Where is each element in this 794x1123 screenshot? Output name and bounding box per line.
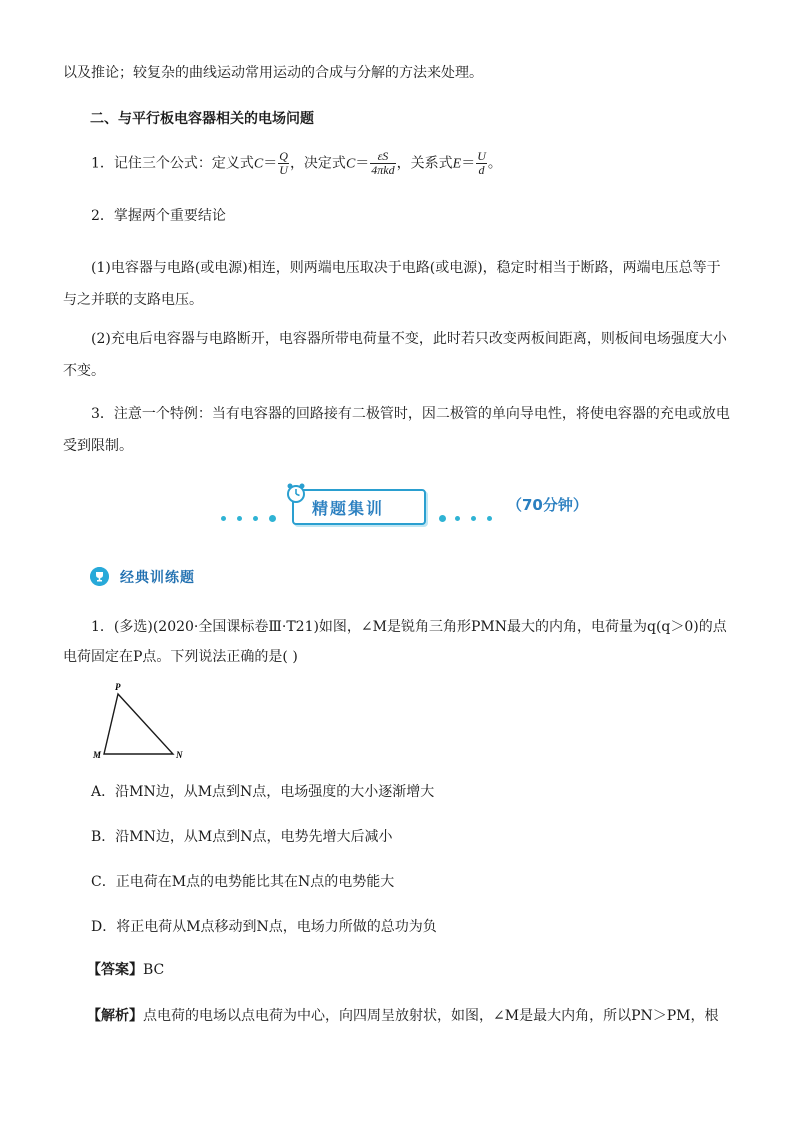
banner-dot — [439, 515, 446, 522]
banner-dot — [269, 515, 276, 522]
voltage-symbol-2: U — [477, 149, 486, 163]
voltage-symbol: U — [279, 163, 288, 177]
trophy-icon — [90, 567, 109, 586]
triangle-pmn-figure — [90, 678, 190, 768]
analysis-line — [87, 1007, 732, 1025]
relation-fraction — [476, 150, 487, 177]
alarm-clock-icon — [285, 482, 307, 504]
special-case: 3．注意一个特例：当有电容器的回路接有二极管时，因二极管的单向导电性，将使电容器的充电或放电受到限制。 — [63, 406, 730, 454]
determinant-fraction — [370, 150, 395, 177]
banner-dot — [455, 516, 460, 521]
answer-label: 【答案】 — [87, 962, 143, 978]
distance-symbol: d — [478, 163, 485, 177]
option-b: B．沿MN边，从M点到N点，电势先增大后减小 — [91, 829, 393, 845]
banner-dot — [471, 516, 476, 521]
conclusion-2: (2)充电后电容器与电路断开，电容器所带电荷量不变，此时若只改变两板间距离，则板间电场强度大小不变。 — [63, 331, 727, 379]
intro-tail-text: 以及推论；较复杂的曲线运动常用运动的合成与分解的方法来处理。 — [63, 65, 483, 81]
analysis-label: 【解析】 — [87, 1008, 143, 1024]
banner-dot — [487, 516, 492, 521]
capacitance-symbol-2: C — [345, 156, 356, 172]
formula-end: 。 — [487, 155, 502, 172]
field-symbol: E — [452, 156, 462, 172]
vertex-p-label: P — [115, 682, 121, 692]
option-a: A．沿MN边，从M点到N点，电场强度的大小逐渐增大 — [91, 784, 435, 800]
charge-symbol: Q — [279, 149, 288, 163]
conclusion-1: (1)电容器与电路(或电源)相连，则两端电压取决于电路(或电源)，稳定时相当于断路，两端电压总等于与之并联的支路电压。 — [63, 260, 721, 308]
answer-line — [87, 961, 755, 979]
four-pi-kd: 4πkd — [371, 163, 395, 177]
formula-line — [91, 150, 731, 177]
item-2-heading: 2．掌握两个重要结论 — [91, 208, 226, 224]
banner-dot — [253, 516, 258, 521]
banner-dot — [221, 516, 226, 521]
answer-value: BC — [143, 962, 165, 978]
equals-sign-3: ＝ — [461, 155, 476, 172]
option-c: C．正电荷在M点的电势能比其在N点的电势能大 — [91, 874, 395, 890]
banner-title: 精题集训 — [312, 499, 385, 518]
option-d: D．将正电荷从M点移动到N点，电场力所做的总功为负 — [91, 919, 437, 935]
section-heading: 二、与平行板电容器相关的电场问题 — [90, 111, 314, 127]
banner-dot — [237, 516, 242, 521]
definition-fraction — [278, 150, 289, 177]
banner-time: （70分钟） — [507, 496, 588, 514]
question-1-stem: 1．(多选)(2020·全国课标卷Ⅲ·T21)如图，∠M是锐角三角形PMN最大的内角，电荷量为q(q＞0)的点电荷固定在P点。下列说法正确的是( ) — [63, 619, 727, 665]
vertex-m-label: M — [93, 750, 102, 760]
classic-exercise-title: 经典训练题 — [120, 570, 195, 586]
equals-sign-2: ＝ — [355, 155, 370, 172]
section-banner — [215, 482, 595, 528]
eps-s: εS — [370, 150, 395, 164]
formula-sep1: ，决定式 — [289, 155, 346, 172]
vertex-n-label: N — [176, 750, 183, 760]
formula-sep2: ，关系式 — [396, 155, 453, 172]
formula-prefix: 1．记住三个公式：定义式 — [91, 155, 254, 172]
analysis-text: 点电荷的电场以点电荷为中心，向四周呈放射状，如图，∠M是最大内角，所以PN＞PM，根 — [143, 1008, 719, 1024]
capacitance-symbol: C — [253, 156, 264, 172]
banner-title-box — [292, 489, 426, 525]
equals-sign: ＝ — [263, 155, 278, 172]
